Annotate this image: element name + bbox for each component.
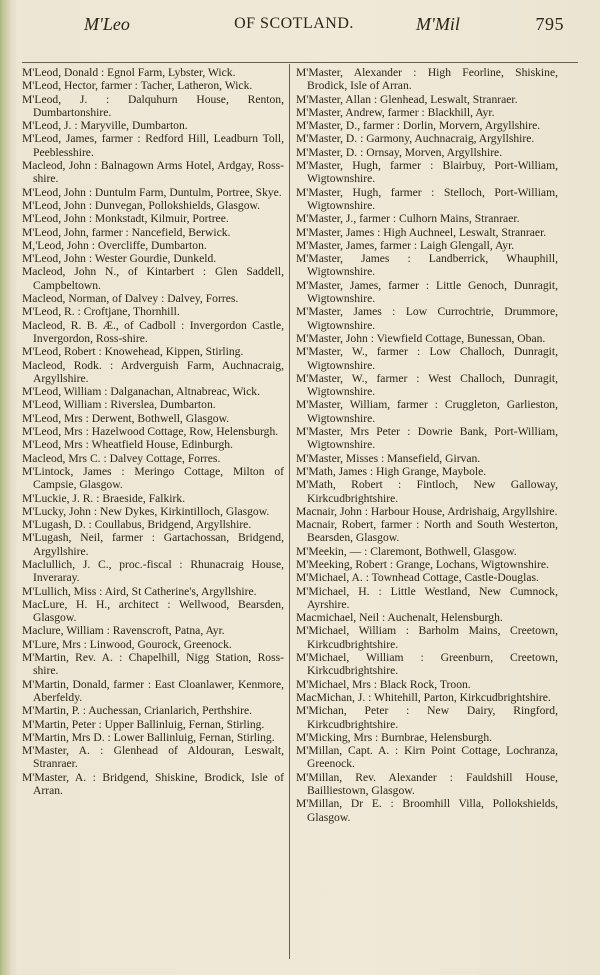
directory-entry: MacLure, H. H., architect : Wellwood, Bearsden, Glasgow. <box>22 597 284 625</box>
directory-entry: M'Michael, Mrs : Black Rock, Troon. <box>296 677 471 691</box>
header-rule <box>22 62 578 63</box>
directory-entry: M'Lure, Mrs : Linwood, Gourock, Greenock. <box>22 637 232 651</box>
directory-entry: M'Leod, Mrs : Hazelwood Cottage, Row, Helensburgh. <box>22 425 279 439</box>
directory-entry: M'Leod, John : Dunvegan, Pollokshields, Glasgow. <box>22 198 261 212</box>
directory-entry: M'Master, J., farmer : Culhorn Mains, Stranraer. <box>296 212 520 226</box>
directory-entry: M'Math, James : High Grange, Maybole. <box>296 464 487 478</box>
directory-entry: M'Master, James, farmer : Laigh Glengall, Ayr. <box>296 238 515 252</box>
directory-entry: M'Leod, J. : Dalquhurn House, Renton, Dumbartonshire. <box>22 92 284 119</box>
directory-entry: Macmichael, Neil : Auchenalt, Helensburgh. <box>296 611 503 625</box>
directory-entry: Macleod, Rodk. : Ardverguish Farm, Auchnacraig, Argyllshire. <box>22 358 284 385</box>
directory-entry: M'Lintock, James : Meringo Cottage, Milton of Campsie, Glasgow. <box>22 464 284 492</box>
directory-entry: M'Millan, Dr E. : Broomhill Villa, Pollokshields, Glasgow. <box>296 797 558 824</box>
directory-entry: M'Lullich, Miss : Aird, St Catherine's, Argyllshire. <box>22 584 257 598</box>
directory-entry: M'Leod, William : Riverslea, Dumbarton. <box>22 398 216 412</box>
directory-entry: Macleod, R. B. Æ., of Cadboll : Invergordon Castle, Invergordon, Ross-shire. <box>22 318 284 345</box>
directory-entry: M'Master, Alexander : High Feorline, Shiskine, Brodick, Isle of Arran. <box>296 66 558 93</box>
directory-entry: M'Master, William, farmer : Cruggleton, Garlieston, Wigtownshire. <box>296 398 558 425</box>
right-guide-word: M'Mil <box>416 14 460 34</box>
directory-entry: M'Michael, William : Barholm Mains, Creetown, Kirkcudbrightshire. <box>296 624 558 651</box>
directory-entry: M'Leod, John, farmer : Nancefield, Berwick. <box>22 225 231 239</box>
directory-entry: M'Martin, Rev. A. : Chapelhill, Nigg Station, Ross-shire. <box>22 651 284 678</box>
directory-entry: M'Leod, J. : Maryville, Dumbarton. <box>22 119 188 133</box>
directory-entry: Macnair, John : Harbour House, Ardrishaig, Argyllshire. <box>296 504 558 518</box>
directory-entry: MacMichan, J. : Whitehill, Parton, Kirkcudbrightshire. <box>296 690 551 704</box>
directory-entry: M'Martin, P. : Auchessan, Crianlarich, Perthshire. <box>22 704 253 718</box>
page-number: 795 <box>535 14 564 34</box>
directory-entry: Macleod, John : Balnagown Arms Hotel, Ardgay, Ross-shire. <box>22 159 284 186</box>
directory-entry: M'Leod, R. : Croftjane, Thornhill. <box>22 305 180 319</box>
directory-entry: M'Millan, Capt. A. : Kirn Point Cottage, Lochranza, Greenock. <box>296 744 558 771</box>
directory-entry: M'Math, Robert : Fintloch, New Galloway, Kirkcudbrightshire. <box>296 478 558 505</box>
directory-entry: M'Leod, James, farmer : Redford Hill, Leadburn Toll, Peeblesshire. <box>22 132 284 159</box>
directory-entry: M'Lucky, John : New Dykes, Kirkintilloch, Glasgow. <box>22 504 270 518</box>
directory-entry: M'Leod, Hector, farmer : Tacher, Latheron, Wick. <box>22 79 253 93</box>
directory-entry: M'Michael, A. : Townhead Cottage, Castle-Douglas. <box>296 571 539 585</box>
directory-entry: M'Master, A. : Bridgend, Shiskine, Brodick, Isle of Arran. <box>22 770 284 798</box>
directory-entry: M'Master, D., farmer : Dorlin, Morvern, Argyllshire. <box>296 119 541 133</box>
page-title: OF SCOTLAND. <box>234 15 354 32</box>
directory-entry: M'Master, D. : Garmony, Auchnacraig, Argyllshire. <box>296 132 535 146</box>
directory-entry: M'Martin, Mrs D. : Lower Ballinluig, Fernan, Stirling. <box>22 730 275 744</box>
directory-entry: Macleod, John N., of Kintarbert : Glen Saddell, Campbeltown. <box>22 265 284 292</box>
directory-entry: M'Master, Andrew, farmer : Blackhill, Ayr. <box>296 105 495 119</box>
directory-entry: M'Master, W., farmer : Low Challoch, Dunragit, Wigtownshire. <box>296 345 558 372</box>
directory-entry: M'Leod, Mrs : Derwent, Bothwell, Glasgow. <box>22 411 230 425</box>
directory-entry: Maclure, William : Ravenscroft, Patna, Ayr. <box>22 624 225 638</box>
directory-entry: M'Leod, Mrs : Wheatfield House, Edinburgh. <box>22 438 233 452</box>
directory-entry: M'Leod, John : Duntulm Farm, Duntulm, Portree, Skye. <box>22 185 282 199</box>
directory-entry: M'Master, W., farmer : West Challoch, Dunragit, Wigtownshire. <box>296 371 558 399</box>
directory-entry: M'Millan, Rev. Alexander : Fauldshill House, Bailliestown, Glasgow. <box>296 770 558 798</box>
directory-entry: M'Leod, Robert : Knowehead, Kippen, Stirling. <box>22 345 244 359</box>
directory-entry: M'Meeking, Robert : Grange, Lochans, Wigtownshire. <box>296 557 549 571</box>
directory-entry: M'Lugash, D. : Coullabus, Bridgend, Argyllshire. <box>22 518 252 532</box>
directory-entry: M'Leod, Donald : Egnol Farm, Lybster, Wick. <box>22 66 236 79</box>
directory-entry: M'Master, D. : Ornsay, Morven, Argyllshire. <box>296 145 503 159</box>
directory-entry: Macleod, Mrs C. : Dalvey Cottage, Forres. <box>22 451 221 465</box>
directory-entry: M'Luckie, J. R. : Braeside, Falkirk. <box>22 491 186 505</box>
directory-entry: M'Master, Misses : Mansefield, Girvan. <box>296 451 481 465</box>
directory-entry: Macleod, Norman, of Dalvey : Dalvey, Forres. <box>22 292 239 306</box>
directory-entry: M'Master, Allan : Glenhead, Leswalt, Stranraer. <box>296 92 518 106</box>
directory-entry: M'Master, Mrs Peter : Dowrie Bank, Port-William, Wigtownshire. <box>296 425 558 452</box>
directory-entry: M'Master, James, farmer : Little Genoch, Dunragit, Wigtownshire. <box>296 278 558 306</box>
directory-entry: M'Master, James : High Auchneel, Leswalt, Stranraer. <box>296 225 547 239</box>
binding-gutter <box>0 0 10 975</box>
directory-entry: M'Master, John : Viewfield Cottage, Bunessan, Oban. <box>296 331 546 345</box>
directory-entry: Macnair, Robert, farmer : North and South Westerton, Bearsden, Glasgow. <box>296 518 558 545</box>
page-header <box>24 14 564 40</box>
directory-entry: M'Martin, Donald, farmer : East Cloanlawer, Kenmore, Aberfeldy. <box>22 677 284 704</box>
directory-entry: M'Master, James : Low Currochtrie, Drummore, Wigtownshire. <box>296 305 558 332</box>
left-column <box>22 66 284 797</box>
directory-entry: M'Martin, Peter : Upper Ballinluig, Fernan, Stirling. <box>22 717 265 731</box>
directory-entry: M'Lugash, Neil, farmer : Gartachossan, Bridgend, Argyllshire. <box>22 531 284 558</box>
directory-entry: M'Master, James : Landberrick, Whauphill, Wigtownshire. <box>296 252 558 279</box>
left-guide-word: M'Leo <box>84 14 130 34</box>
directory-entry: M'Leod, John : Wester Gourdie, Dunkeld. <box>22 252 217 266</box>
directory-entry: Maclullich, J. C., proc.-fiscal : Rhunacraig House, Inveraray. <box>22 557 284 585</box>
directory-entry: M'Michael, H. : Little Westland, New Cumnock, Ayrshire. <box>296 584 558 611</box>
directory-entry: M'Micking, Mrs : Burnbrae, Helensburgh. <box>296 730 493 744</box>
directory-entry: M,'Leod, John : Overcliffe, Dumbarton. <box>22 238 207 252</box>
directory-entry: M'Master, Hugh, farmer : Blairbuy, Port-William, Wigtownshire. <box>296 159 558 186</box>
directory-entry: M'Master, A. : Glenhead of Aldouran, Leswalt, Stranraer. <box>22 744 284 771</box>
directory-entry: M'Meekin, — : Claremont, Bothwell, Glasgow. <box>296 544 517 558</box>
column-divider <box>289 64 290 959</box>
directory-entry: M'Leod, John : Monkstadt, Kilmuir, Portree. <box>22 212 229 226</box>
directory-entry: M'Leod, William : Dalganachan, Altnabreac, Wick. <box>22 385 260 399</box>
directory-entry: M'Michan, Peter : New Dairy, Ringford, Kirkcudbrightshire. <box>296 704 558 731</box>
directory-entry: M'Michael, William : Greenburn, Creetown, Kirkcudbrightshire. <box>296 651 558 678</box>
directory-entry: M'Master, Hugh, farmer : Stelloch, Port-William, Wigtownshire. <box>296 185 558 212</box>
right-column <box>296 66 558 824</box>
